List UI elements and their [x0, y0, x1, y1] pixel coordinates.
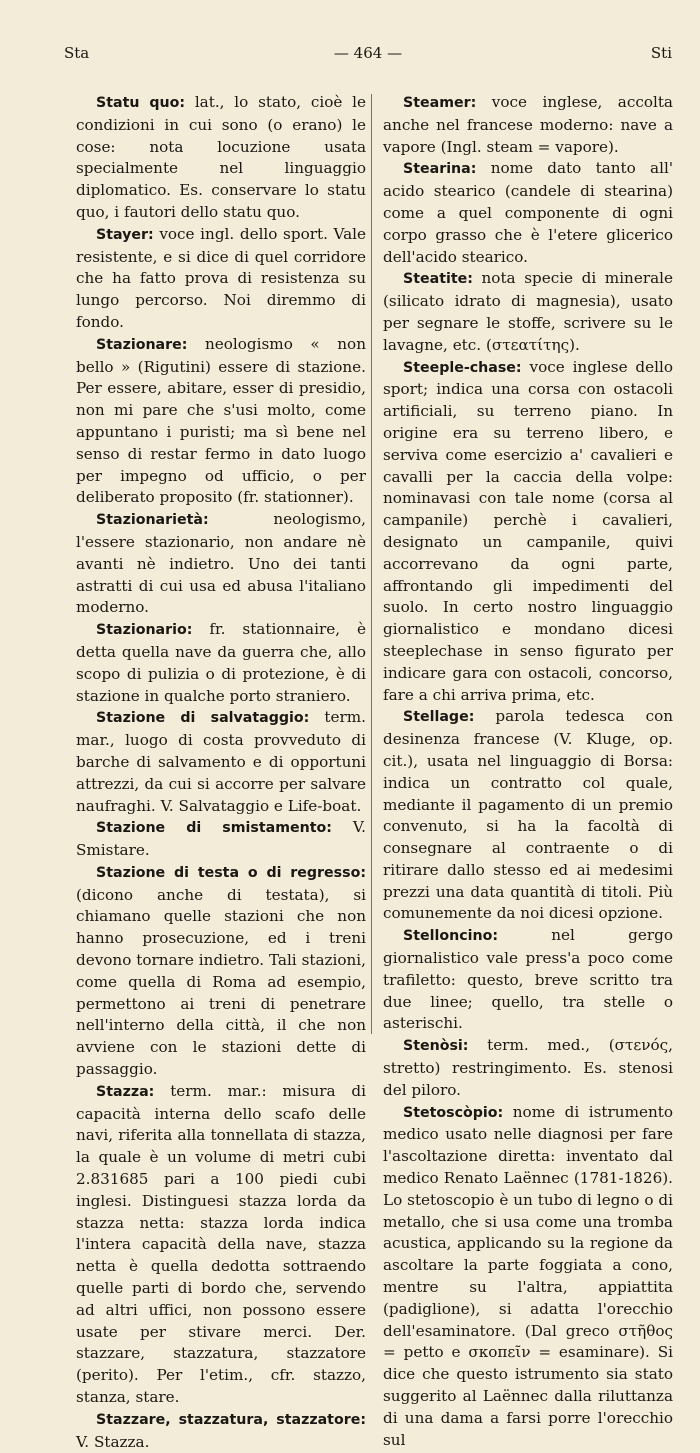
dictionary-entry: [76, 1409, 366, 1453]
dictionary-entry: [383, 1102, 673, 1452]
dictionary-entry: [76, 707, 366, 817]
dictionary-entry: [383, 268, 673, 356]
entry-headword: Stellage:: [403, 709, 475, 726]
entry-definition: parola tedesca con desinenza francese (V. Kluge, op. cit.), usata nel linguaggio di Borsa: indica un contratto col quale, mediante il pagamento di un premio convenuto, si ha la facoltà di consegnare al contraente o di ritirare dallo stesso ed ai medesimi prezzi una data quantità di titoli. Più comunemente da noi dicesi opzione.: [383, 707, 673, 923]
dictionary-entry: [76, 817, 366, 862]
entry-headword: Stazione di salvataggio:: [96, 710, 310, 727]
dictionary-entry: [383, 92, 673, 158]
entry-headword: Statu quo:: [96, 95, 186, 111]
running-header: [64, 44, 672, 66]
dictionary-entry: [76, 509, 366, 619]
entry-headword: Stayer:: [96, 226, 154, 243]
left-column: [76, 92, 366, 1453]
entry-headword: Stazione di testa o di regresso:: [96, 864, 366, 881]
dictionary-entry: [76, 92, 366, 224]
dictionary-entry: [383, 158, 673, 268]
right-column: [383, 92, 673, 1451]
entry-headword: Steeple-chase:: [403, 359, 522, 376]
entry-headword: Stelloncino:: [403, 928, 498, 945]
dictionary-entry: [76, 1081, 366, 1409]
entry-definition: neologismo, l'essere stazionario, non andare nè avanti nè indietro. Uno dei tanti astratti di cui usa ed abusa l'italiano moderno.: [76, 510, 366, 617]
entry-headword: Stazionare:: [96, 336, 188, 353]
header-right-guide-word: Sti: [650, 44, 672, 62]
entry-headword: Steamer:: [403, 95, 477, 111]
dictionary-entry: [383, 925, 673, 1035]
column-divider: [371, 94, 372, 1034]
entry-definition: lat., lo stato, cioè le condizioni in cui sono (o erano) le cose: nota locuzione usata specialmente nel linguaggio diplomatico. Es. conservare lo statu quo, i fautori dello statu quo.: [76, 93, 366, 221]
entry-definition: neologismo « non bello » (Rigutini) essere di stazione. Per essere, abitare, esser di presidio, non mi pare che s'usi molto, come appuntano i puristi; ma sì bene nel senso di restar fermo in dato luogo per impegno od ufficio, o per deliberato proposito (fr. stationner).: [76, 334, 366, 507]
dictionary-entry: [76, 224, 366, 334]
entry-definition: voce inglese, accolta anche nel francese moderno: nave a vapore (Ingl. steam = vapore).: [383, 93, 673, 156]
entry-headword: Stenòsi:: [403, 1038, 469, 1055]
entry-definition: voce ingl. dello sport. Vale resistente, e si dice di quel corridore che ha fatto prova di resistenza su lungo percorso. Noi diremmo di fondo.: [76, 224, 367, 331]
entry-headword: Stazionarietà:: [96, 512, 209, 529]
entry-headword: Stazione di smistamento:: [96, 820, 332, 837]
entry-definition: nota specie di minerale (silicato idrato di magnesia), usato per segnare le stoffe, scrivere su le lavagne, etc. (στεατίτης).: [383, 269, 673, 354]
entry-definition: nel gergo giornalistico vale press'a poco come trafiletto: questo, breve scritto tra due linee; quello, tra stelle o asterischi.: [383, 926, 673, 1033]
entry-definition: (dicono anche di testata), si chiamano quelle stazioni che non hanno prosecuzione, ed i treni devono tornare indietro. Tali stazioni, come quella di Roma ad esempio, permettono ai treni di penetrare nell'interno della città, il che non avviene con le stazioni dette di passaggio.: [76, 885, 366, 1079]
entry-headword: Steatite:: [403, 271, 473, 288]
entry-definition: term. mar.: misura di capacità interna dello scafo delle navi, riferita alla tonnellata di stazza, la quale è un volume di metri cubi 2.831685 pari a 100 piedi cubi inglesi. Distinguesi stazza lorda da stazza netta: stazza lorda indica l'intera capacità della nave, stazza netta è quella dedotta sottraendo quelle parti di bordo che, servendo ad altri uffici, non possono essere usate per stivare merci. Der. stazzare, stazzatura, stazzatore (perito). Per l'etim., cfr. stazzo, stanza, stare.: [76, 1081, 366, 1407]
entry-definition: fr. stationnaire, è detta quella nave da guerra che, allo scopo di pulizia o di protezione, è di stazione in qualche porto straniero.: [76, 620, 366, 705]
entry-headword: Stetoscòpio:: [403, 1104, 504, 1121]
entry-definition: term. mar., luogo di costa provveduto di barche di salvamento e di opportuni attrezzi, da cui si accorre per salvare naufraghi. V. Salvataggio e Life-boat.: [76, 708, 367, 815]
page-number: — 464 —: [333, 44, 403, 62]
entry-definition: V. Smistare.: [76, 818, 366, 860]
dictionary-entry: [383, 357, 673, 707]
dictionary-entry: [383, 706, 673, 925]
dictionary-entry: [76, 619, 366, 707]
entry-headword: Stazionario:: [96, 622, 193, 639]
header-left-guide-word: Sta: [64, 44, 90, 62]
entry-headword: Stazza:: [96, 1083, 155, 1100]
entry-definition: nome dato tanto all' acido stearico (candele di stearina) come a quel componente di ogni corpo grasso che è l'etere glicerico dell'acido stearico.: [383, 159, 673, 266]
entry-definition: voce inglese dello sport; indica una corsa con ostacoli artificiali, su terreno piano. In origine era su terreno libero, e serviva come esercizio a' cavalieri e cavalli per la caccia della volpe: nominavasi con tale nome (corsa al campanile) perchè i cavalieri, designato un campanile, quivi accorrevano da ogni parte, affrontando gli impedimenti del suolo. In certo nostro linguaggio giornalistico e mondano dicesi steeplechase in senso figurato per indicare gara con ostacoli, concorso, fare a chi arriva prima, etc.: [383, 357, 673, 704]
entry-headword: Stearina:: [403, 161, 477, 178]
entry-definition: nome di istrumento medico usato nelle diagnosi per fare l'ascoltazione diretta: inventato dal medico Renato Laënnec (1781-1826). Lo stetoscopio è un tubo di legno o di metallo, che si usa come una tromba acustica, applicando su la regione da ascoltare la parte foggiata a cono, mentre su l'altra, appiattita (padiglione), si adatta l'orecchio dell'esaminatore. (Dal greco στῆθος = petto e σκοπεῖν = esaminare). Si dice che questo istrumento sia stato suggerito al Laënnec dalla riluttanza di una dama a farsi porre l'orecchio sul: [383, 1102, 673, 1449]
dictionary-entry: [76, 862, 366, 1081]
entry-definition: term. med., (στενός, stretto) restringimento. Es. stenosi del piloro.: [383, 1036, 673, 1099]
dictionary-entry: [383, 1035, 673, 1101]
entry-headword: Stazzare, stazzatura, stazzatore:: [96, 1411, 366, 1428]
entry-definition: V. Stazza.: [76, 1432, 150, 1451]
dictionary-entry: [76, 334, 366, 509]
